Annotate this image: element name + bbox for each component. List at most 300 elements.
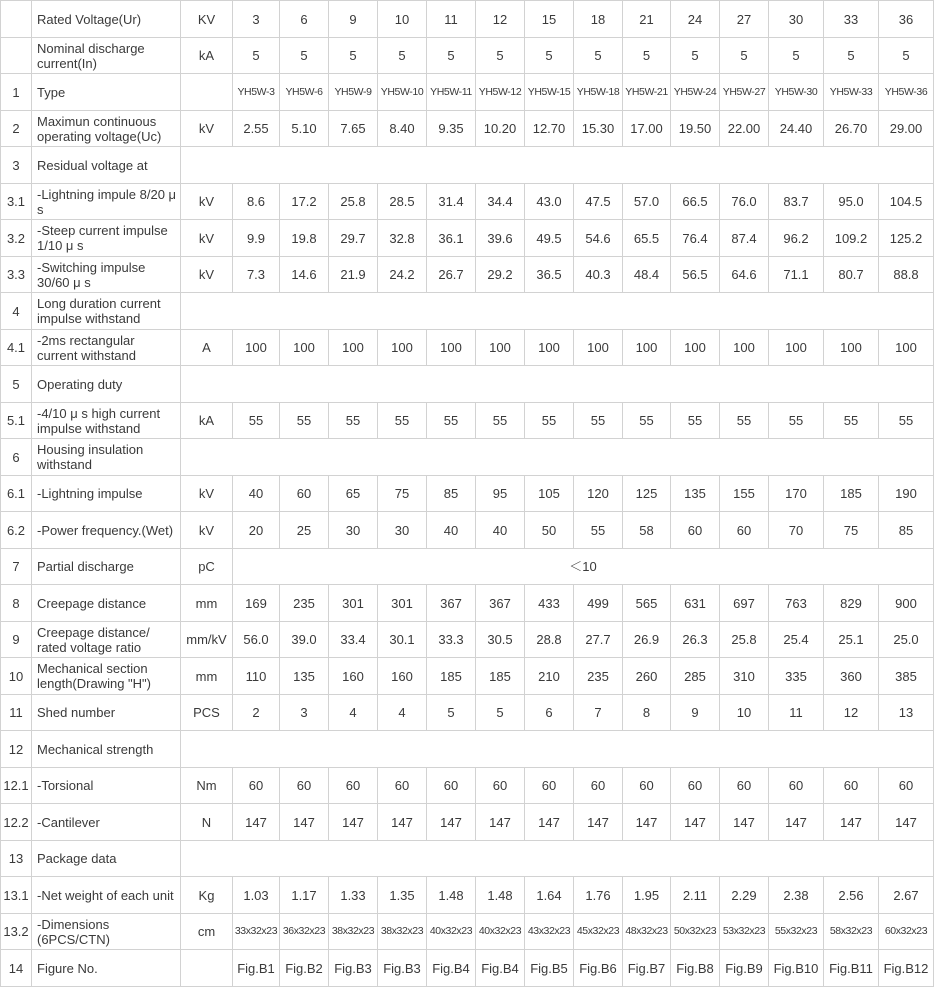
table-row (1, 585, 934, 622)
value-cell: 100 (525, 330, 574, 366)
value-cell: 2.55 (233, 111, 280, 147)
value-cell: 30 (329, 512, 378, 549)
value-cell: 25.8 (720, 622, 769, 658)
value-cell: YH5W-18 (574, 74, 623, 111)
value-cell: 14.6 (280, 257, 329, 293)
value-cell: 5 (574, 38, 623, 74)
parameter-label: -4/10 μ s high current impulse withstand (32, 403, 181, 439)
value-cell: 190 (879, 476, 934, 512)
parameter-label: -Lightning impulse (32, 476, 181, 512)
value-cell: 100 (623, 330, 671, 366)
section-blank (181, 147, 934, 184)
table-row (1, 877, 934, 914)
value-cell: 60 (280, 476, 329, 512)
value-cell: 83.7 (769, 184, 824, 220)
value-cell: 2.38 (769, 877, 824, 914)
value-cell: 17.00 (623, 111, 671, 147)
value-cell: 4 (329, 695, 378, 731)
value-cell: 55 (769, 403, 824, 439)
value-cell: 301 (378, 585, 427, 622)
value-cell: 135 (280, 658, 329, 695)
value-cell: 33.3 (427, 622, 476, 658)
table-row (1, 439, 934, 476)
value-cell: 30.5 (476, 622, 525, 658)
table-row (1, 549, 934, 585)
value-cell: 95.0 (824, 184, 879, 220)
value-cell: 6 (525, 695, 574, 731)
value-cell: 29.2 (476, 257, 525, 293)
value-cell: 15.30 (574, 111, 623, 147)
value-cell: 17.2 (280, 184, 329, 220)
value-cell: Fig.B7 (623, 950, 671, 987)
value-cell: YH5W-15 (525, 74, 574, 111)
value-cell: 5 (329, 38, 378, 74)
row-number: 6.1 (1, 476, 32, 512)
parameter-label: -Steep current impulse 1/10 μ s (32, 220, 181, 257)
value-cell: 367 (427, 585, 476, 622)
section-blank (181, 366, 934, 403)
parameter-label: -Torsional (32, 768, 181, 804)
value-cell: 100 (427, 330, 476, 366)
table-row (1, 220, 934, 257)
value-cell: 21.9 (329, 257, 378, 293)
table-row (1, 914, 934, 950)
value-cell: 57.0 (623, 184, 671, 220)
value-cell: 76.0 (720, 184, 769, 220)
value-cell: 10.20 (476, 111, 525, 147)
value-cell: 147 (671, 804, 720, 841)
value-cell: 55 (574, 512, 623, 549)
value-cell: 2.11 (671, 877, 720, 914)
value-cell: 60 (623, 768, 671, 804)
parameter-label: Maximun continuous operating voltage(Uc) (32, 111, 181, 147)
value-cell: 100 (671, 330, 720, 366)
value-cell: 109.2 (824, 220, 879, 257)
value-cell: 285 (671, 658, 720, 695)
value-cell: 5 (280, 38, 329, 74)
value-cell: 367 (476, 585, 525, 622)
parameter-label: Shed number (32, 695, 181, 731)
value-cell: 147 (824, 804, 879, 841)
row-number: 3.3 (1, 257, 32, 293)
value-cell: 3 (280, 695, 329, 731)
value-cell: 125.2 (879, 220, 934, 257)
value-cell: 5 (671, 38, 720, 74)
table-row (1, 658, 934, 695)
value-cell: 64.6 (720, 257, 769, 293)
value-cell: 60 (574, 768, 623, 804)
value-cell: 499 (574, 585, 623, 622)
table-row (1, 366, 934, 403)
value-cell: 56.5 (671, 257, 720, 293)
value-cell: 100 (378, 330, 427, 366)
value-cell: 55 (824, 403, 879, 439)
value-cell: YH5W-24 (671, 74, 720, 111)
value-cell: 95 (476, 476, 525, 512)
merged-value-cell: ＜10 (233, 549, 934, 585)
row-number: 6.2 (1, 512, 32, 549)
value-cell: 55 (671, 403, 720, 439)
value-cell: 87.4 (720, 220, 769, 257)
value-cell: 28.5 (378, 184, 427, 220)
parameter-label: Partial discharge (32, 549, 181, 585)
value-cell: Fig.B12 (879, 950, 934, 987)
value-cell: Fig.B2 (280, 950, 329, 987)
value-cell: 301 (329, 585, 378, 622)
value-cell: 9.9 (233, 220, 280, 257)
value-cell: 40 (233, 476, 280, 512)
row-number: 1 (1, 74, 32, 111)
value-cell: 65 (329, 476, 378, 512)
value-cell: 30 (769, 1, 824, 38)
value-cell: Fig.B8 (671, 950, 720, 987)
value-cell: 26.7 (427, 257, 476, 293)
value-cell: 25.8 (329, 184, 378, 220)
parameter-label: -Net weight of each unit (32, 877, 181, 914)
table-row (1, 476, 934, 512)
unit-cell: Nm (181, 768, 233, 804)
value-cell: 5.10 (280, 111, 329, 147)
value-cell: Fig.B11 (824, 950, 879, 987)
value-cell: 7.65 (329, 111, 378, 147)
value-cell: 75 (378, 476, 427, 512)
value-cell: 147 (720, 804, 769, 841)
value-cell: 100 (824, 330, 879, 366)
value-cell: 96.2 (769, 220, 824, 257)
row-number: 10 (1, 658, 32, 695)
value-cell: 18 (574, 1, 623, 38)
value-cell: 50 (525, 512, 574, 549)
value-cell: 8.40 (378, 111, 427, 147)
value-cell: 25.1 (824, 622, 879, 658)
value-cell: 38x32x23 (378, 914, 427, 950)
value-cell: 5 (476, 38, 525, 74)
value-cell: Fig.B1 (233, 950, 280, 987)
value-cell: 40x32x23 (476, 914, 525, 950)
value-cell: 260 (623, 658, 671, 695)
value-cell: 360 (824, 658, 879, 695)
value-cell: 36.5 (525, 257, 574, 293)
value-cell: Fig.B4 (476, 950, 525, 987)
value-cell: 5 (476, 695, 525, 731)
value-cell: 147 (574, 804, 623, 841)
value-cell: 55 (280, 403, 329, 439)
value-cell: 88.8 (879, 257, 934, 293)
value-cell: 50x32x23 (671, 914, 720, 950)
row-number: 3 (1, 147, 32, 184)
value-cell: 631 (671, 585, 720, 622)
value-cell: YH5W-9 (329, 74, 378, 111)
parameter-label: Creepage distance (32, 585, 181, 622)
value-cell: 210 (525, 658, 574, 695)
value-cell: 433 (525, 585, 574, 622)
value-cell: 26.9 (623, 622, 671, 658)
value-cell: 100 (720, 330, 769, 366)
value-cell: 56.0 (233, 622, 280, 658)
value-cell: 120 (574, 476, 623, 512)
value-cell: 147 (525, 804, 574, 841)
value-cell: 155 (720, 476, 769, 512)
value-cell: 47.5 (574, 184, 623, 220)
value-cell: 147 (427, 804, 476, 841)
value-cell: 6 (280, 1, 329, 38)
unit-cell: cm (181, 914, 233, 950)
value-cell: 53x32x23 (720, 914, 769, 950)
row-number: 13.1 (1, 877, 32, 914)
value-cell: YH5W-12 (476, 74, 525, 111)
value-cell: 27.7 (574, 622, 623, 658)
value-cell: 60 (720, 512, 769, 549)
value-cell: 60 (671, 512, 720, 549)
value-cell: 4 (378, 695, 427, 731)
row-number: 5.1 (1, 403, 32, 439)
value-cell: 100 (476, 330, 525, 366)
parameter-label: Residual voltage at (32, 147, 181, 184)
value-cell: 65.5 (623, 220, 671, 257)
value-cell: 100 (280, 330, 329, 366)
value-cell: 763 (769, 585, 824, 622)
value-cell: 147 (623, 804, 671, 841)
value-cell: 147 (280, 804, 329, 841)
parameter-label: -Cantilever (32, 804, 181, 841)
value-cell: 45x32x23 (574, 914, 623, 950)
row-number: 5 (1, 366, 32, 403)
value-cell: 147 (233, 804, 280, 841)
value-cell: 13 (879, 695, 934, 731)
value-cell: 60 (824, 768, 879, 804)
value-cell: 5 (769, 38, 824, 74)
value-cell: 125 (623, 476, 671, 512)
row-number: 13.2 (1, 914, 32, 950)
value-cell: 310 (720, 658, 769, 695)
parameter-label: -Switching impulse 30/60 μ s (32, 257, 181, 293)
value-cell: 5 (427, 695, 476, 731)
value-cell: 60 (329, 768, 378, 804)
unit-cell: kV (181, 476, 233, 512)
value-cell: 36.1 (427, 220, 476, 257)
table-row (1, 257, 934, 293)
value-cell: Fig.B3 (378, 950, 427, 987)
value-cell: 147 (879, 804, 934, 841)
value-cell: 235 (280, 585, 329, 622)
unit-cell: PCS (181, 695, 233, 731)
row-number: 4 (1, 293, 32, 330)
value-cell: 385 (879, 658, 934, 695)
value-cell: 55x32x23 (769, 914, 824, 950)
value-cell: 105 (525, 476, 574, 512)
value-cell: 170 (769, 476, 824, 512)
value-cell: 55 (329, 403, 378, 439)
value-cell: 54.6 (574, 220, 623, 257)
value-cell: 60 (671, 768, 720, 804)
parameter-label: Long duration current impulse withstand (32, 293, 181, 330)
unit-cell: kV (181, 512, 233, 549)
value-cell: 19.8 (280, 220, 329, 257)
value-cell: 43.0 (525, 184, 574, 220)
value-cell: 5 (623, 38, 671, 74)
value-cell: 36x32x23 (280, 914, 329, 950)
value-cell: 40x32x23 (427, 914, 476, 950)
value-cell: 33 (824, 1, 879, 38)
table-row (1, 1, 934, 38)
value-cell: 100 (233, 330, 280, 366)
value-cell: 25.0 (879, 622, 934, 658)
row-number: 11 (1, 695, 32, 731)
table-row (1, 731, 934, 768)
value-cell: 9.35 (427, 111, 476, 147)
value-cell: 60 (233, 768, 280, 804)
row-number (1, 38, 32, 74)
value-cell: 147 (329, 804, 378, 841)
value-cell: 900 (879, 585, 934, 622)
parameter-label: -2ms rectangular current withstand (32, 330, 181, 366)
value-cell: 55 (525, 403, 574, 439)
parameter-label: Type (32, 74, 181, 111)
table-row (1, 950, 934, 987)
value-cell: 100 (879, 330, 934, 366)
value-cell: 60 (378, 768, 427, 804)
value-cell: 147 (476, 804, 525, 841)
row-number: 14 (1, 950, 32, 987)
value-cell: YH5W-21 (623, 74, 671, 111)
row-number: 12 (1, 731, 32, 768)
value-cell: 24 (671, 1, 720, 38)
row-number: 9 (1, 622, 32, 658)
value-cell: 12.70 (525, 111, 574, 147)
value-cell: YH5W-6 (280, 74, 329, 111)
value-cell: 9 (329, 1, 378, 38)
table-row (1, 330, 934, 366)
parameter-label: Creepage distance/ rated voltage ratio (32, 622, 181, 658)
value-cell: YH5W-3 (233, 74, 280, 111)
value-cell: 33.4 (329, 622, 378, 658)
parameter-label: Mechanical strength (32, 731, 181, 768)
unit-cell: kV (181, 257, 233, 293)
value-cell: 24.40 (769, 111, 824, 147)
value-cell: 75 (824, 512, 879, 549)
parameter-label: Figure No. (32, 950, 181, 987)
value-cell: 55 (233, 403, 280, 439)
table-row (1, 74, 934, 111)
value-cell: 1.76 (574, 877, 623, 914)
value-cell: Fig.B6 (574, 950, 623, 987)
row-number: 12.1 (1, 768, 32, 804)
value-cell: 27 (720, 1, 769, 38)
value-cell: 48.4 (623, 257, 671, 293)
table-row (1, 147, 934, 184)
value-cell: 60 (427, 768, 476, 804)
parameter-label: Housing insulation withstand (32, 439, 181, 476)
value-cell: 5 (525, 38, 574, 74)
value-cell: 80.7 (824, 257, 879, 293)
value-cell: 12 (476, 1, 525, 38)
spec-table-body (1, 1, 934, 987)
parameter-label: Package data (32, 841, 181, 877)
value-cell: 38x32x23 (329, 914, 378, 950)
value-cell: Fig.B9 (720, 950, 769, 987)
value-cell: Fig.B10 (769, 950, 824, 987)
value-cell: 147 (769, 804, 824, 841)
value-cell: 1.95 (623, 877, 671, 914)
row-number: 4.1 (1, 330, 32, 366)
row-number: 3.2 (1, 220, 32, 257)
section-blank (181, 731, 934, 768)
value-cell: 30.1 (378, 622, 427, 658)
value-cell: YH5W-36 (879, 74, 934, 111)
value-cell: 26.70 (824, 111, 879, 147)
unit-cell: A (181, 330, 233, 366)
unit-cell: kA (181, 38, 233, 74)
value-cell: 40 (476, 512, 525, 549)
value-cell: 24.2 (378, 257, 427, 293)
unit-cell: pC (181, 549, 233, 585)
table-row (1, 622, 934, 658)
value-cell: 60 (476, 768, 525, 804)
value-cell: Fig.B4 (427, 950, 476, 987)
value-cell: 1.48 (427, 877, 476, 914)
value-cell: 335 (769, 658, 824, 695)
parameter-label: Mechanical section length(Drawing "H") (32, 658, 181, 695)
unit-cell: mm (181, 658, 233, 695)
parameter-label: Operating duty (32, 366, 181, 403)
value-cell: 1.03 (233, 877, 280, 914)
value-cell: 40 (427, 512, 476, 549)
unit-cell: KV (181, 1, 233, 38)
value-cell: 30 (378, 512, 427, 549)
value-cell: 1.17 (280, 877, 329, 914)
value-cell: Fig.B5 (525, 950, 574, 987)
section-blank (181, 841, 934, 877)
value-cell: 70 (769, 512, 824, 549)
value-cell: 55 (623, 403, 671, 439)
value-cell: 39.6 (476, 220, 525, 257)
value-cell: 55 (574, 403, 623, 439)
value-cell: 22.00 (720, 111, 769, 147)
row-number: 8 (1, 585, 32, 622)
value-cell: 85 (879, 512, 934, 549)
value-cell: 29.00 (879, 111, 934, 147)
value-cell: 60 (525, 768, 574, 804)
value-cell: 110 (233, 658, 280, 695)
value-cell: 55 (378, 403, 427, 439)
value-cell: 85 (427, 476, 476, 512)
value-cell: 40.3 (574, 257, 623, 293)
value-cell: 185 (824, 476, 879, 512)
parameter-label: -Dimensions (6PCS/CTN) (32, 914, 181, 950)
value-cell: 1.35 (378, 877, 427, 914)
value-cell: 11 (427, 1, 476, 38)
value-cell: 29.7 (329, 220, 378, 257)
table-row (1, 841, 934, 877)
section-blank (181, 293, 934, 330)
unit-cell (181, 74, 233, 111)
value-cell: 60 (280, 768, 329, 804)
value-cell: 5 (824, 38, 879, 74)
value-cell: 169 (233, 585, 280, 622)
value-cell: 697 (720, 585, 769, 622)
parameter-label: Rated Voltage(Ur) (32, 1, 181, 38)
value-cell: 1.48 (476, 877, 525, 914)
value-cell: 55 (720, 403, 769, 439)
value-cell: 7 (574, 695, 623, 731)
value-cell: 33x32x23 (233, 914, 280, 950)
value-cell: 10 (378, 1, 427, 38)
row-number: 7 (1, 549, 32, 585)
value-cell: YH5W-10 (378, 74, 427, 111)
value-cell: 36 (879, 1, 934, 38)
value-cell: 5 (427, 38, 476, 74)
value-cell: 76.4 (671, 220, 720, 257)
